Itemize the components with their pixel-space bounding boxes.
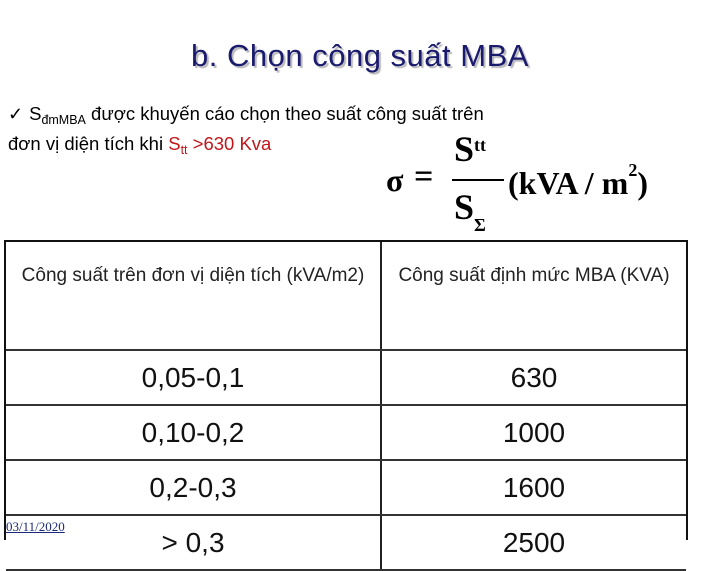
cell-density: > 0,3 (6, 515, 381, 570)
formula-denominator: $S_\Sigma$ (454, 187, 486, 235)
cell-density: 0,10-0,2 (6, 405, 381, 460)
slide-date: 03/11/2020 (6, 519, 65, 534)
table-row (6, 405, 686, 460)
checkmark-icon: ✓ (8, 104, 24, 124)
table-row (6, 515, 686, 570)
bullet-text-2: đơn vị diện tích khi (8, 133, 169, 154)
formula-unit: $(kVA / m^2)$ (508, 160, 648, 201)
header-rated-power: Công suất định mức MBA (KVA) (381, 242, 686, 350)
cell-power: 630 (381, 350, 686, 405)
slide-title: b. Chọn công suất MBA (191, 38, 529, 73)
cell-density: 0,2-0,3 (6, 460, 381, 515)
formula-numerator: $S^{tt}$ (454, 129, 487, 169)
stt-threshold: >630 Kva (187, 133, 272, 154)
stt-symbol: S (168, 133, 181, 154)
stt-subscript: tt (180, 143, 188, 157)
s-subscript: đmMBA (41, 113, 86, 127)
cell-power: 1600 (381, 460, 686, 515)
header-density: Công suất trên đơn vị diện tích (kVA/m2) (6, 242, 381, 350)
bullet-text-1: được khuyến cáo chọn theo suất công suất trên (85, 103, 484, 124)
density-formula (384, 128, 704, 235)
s-symbol: S (29, 103, 42, 124)
formula-equals: = (414, 158, 434, 195)
bullet-line-2 (8, 130, 271, 164)
cell-density: 0,05-0,1 (6, 350, 381, 405)
fraction-bar (452, 179, 504, 181)
table-row (6, 350, 686, 405)
table-row (6, 460, 686, 515)
transformer-capacity-table (4, 240, 688, 558)
table-header-row (6, 242, 686, 350)
cell-power: 2500 (381, 515, 686, 570)
formula-sigma: σ (386, 162, 404, 198)
cell-power: 1000 (381, 405, 686, 460)
